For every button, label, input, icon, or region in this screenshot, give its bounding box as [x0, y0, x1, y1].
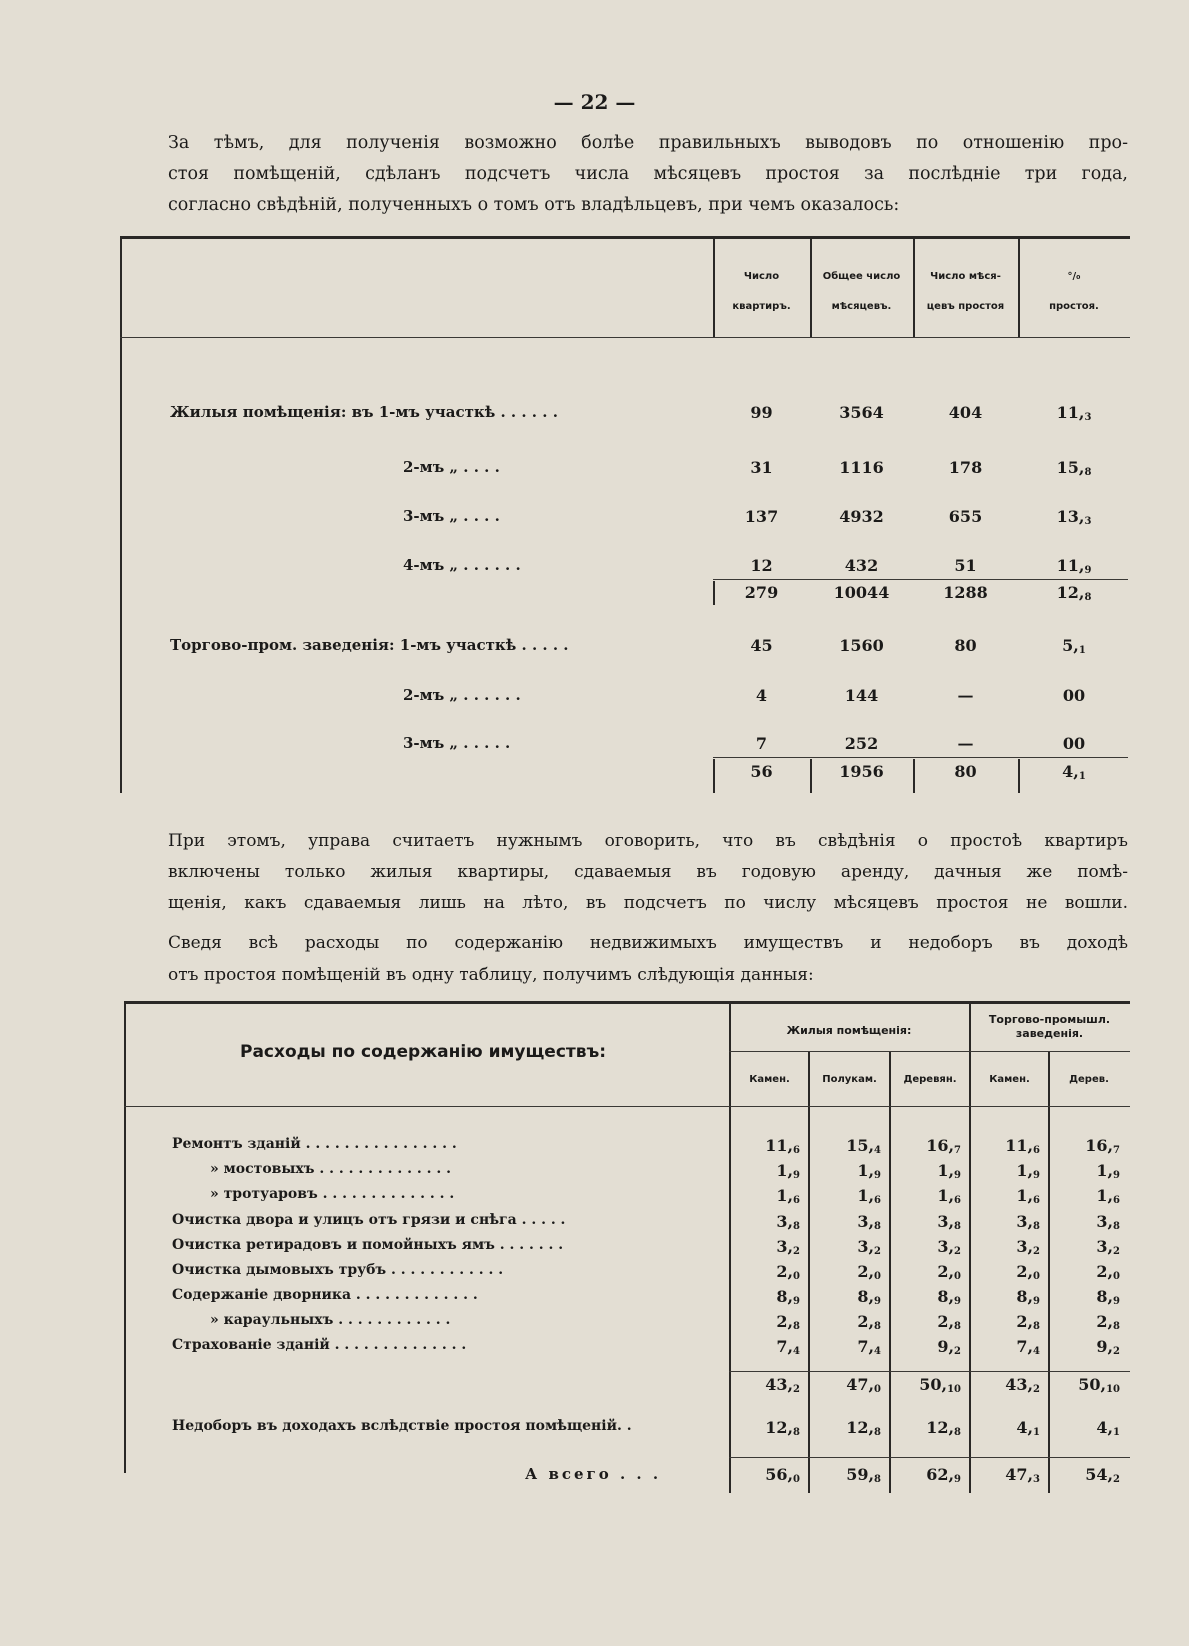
expense-cell: $2,_0$	[1016, 1262, 1040, 1282]
table-row-label: 2-мъ „ . . . . . .	[403, 686, 521, 704]
expense-cell: $2,_0$	[857, 1262, 881, 1282]
cell-total-months: 1116	[839, 458, 884, 477]
expense-cell: $1,_6$	[857, 1186, 881, 1206]
col-header-apartments: Число квартиръ.	[732, 271, 791, 312]
expense-cell: $1,_6$	[776, 1186, 800, 1206]
cell-total-months: 4932	[839, 507, 884, 526]
expense-cell: $8,_9$	[857, 1287, 881, 1307]
table2-top-rule	[124, 1001, 1130, 1004]
table-row-label: Жилыя помѣщенія: въ 1-мъ участкѣ . . . . . .	[170, 403, 558, 421]
cell-total-months: 252	[844, 734, 879, 753]
expense-row-label: » караульныхъ . . . . . . . . . . . .	[210, 1312, 451, 1328]
expense-cell: $3,_8$	[776, 1212, 800, 1232]
expense-cell: $16,_7$	[1085, 1136, 1120, 1156]
col-header-wooden-commercial: Дерев.	[1069, 1074, 1109, 1085]
col-header-stone-commercial: Камен.	[989, 1074, 1030, 1085]
expense-cell: $2,_8$	[857, 1312, 881, 1332]
cell-percent: 00	[1062, 734, 1086, 753]
shortfall-cell: $4,_1$	[1096, 1418, 1120, 1438]
grand-total-cell: $56,_0$	[765, 1465, 800, 1485]
middle-line: При этомъ, управа считаетъ нужнымъ оговорить, что въ свѣдѣнія о простоѣ квартиръ	[168, 831, 1128, 851]
cell-percent: $13,_3$	[1056, 507, 1092, 527]
expense-cell: $7,_4$	[776, 1337, 800, 1357]
page-number: — 22 —	[553, 90, 636, 114]
middle2-line: Сведя всѣ расходы по содержанію недвижимыхъ имуществъ и недоборъ въ доходѣ	[168, 933, 1128, 953]
expense-cell: $2,_0$	[776, 1262, 800, 1282]
shortfall-label: Недоборъ въ доходахъ вслѣдствіе простоя помѣщеній. .	[172, 1418, 632, 1434]
expense-row-label: » мостовыхъ . . . . . . . . . . . . . .	[210, 1161, 451, 1177]
cell-apartments: 99	[750, 403, 773, 422]
expense-cell: $9,_2$	[1096, 1337, 1120, 1357]
table2-title: Расходы по содержанію имуществъ:	[240, 1042, 607, 1062]
shortfall-cell: $4,_1$	[1016, 1418, 1040, 1438]
expense-cell: $2,_0$	[937, 1262, 961, 1282]
col-header-wooden: Деревян.	[903, 1074, 957, 1085]
shortfall-cell: $12,_8$	[926, 1418, 961, 1438]
expense-cell: $8,_9$	[776, 1287, 800, 1307]
expense-cell: $16,_7$	[926, 1136, 961, 1156]
table-row-label: 3-мъ „ . . . . .	[403, 734, 511, 752]
expense-cell: $1,_9$	[857, 1161, 881, 1181]
intro-paragraph	[168, 128, 1128, 221]
table1-header-rule	[120, 337, 1130, 338]
subtotal-cell: $43,_2$	[1005, 1375, 1040, 1395]
table1-top-rule	[120, 236, 1130, 239]
expense-cell: $3,_2$	[937, 1237, 961, 1257]
cell-total-months: 144	[844, 686, 879, 705]
expense-cell: $3,_8$	[1096, 1212, 1120, 1232]
cell-idle-months: —	[957, 734, 974, 753]
expense-cell: $7,_4$	[1016, 1337, 1040, 1357]
cell-percent: 00	[1062, 686, 1086, 705]
subtotal-rule	[713, 579, 1128, 580]
col-divider	[1048, 1459, 1050, 1493]
intro-line: согласно свѣдѣній, полученныхъ о томъ отъ владѣльцевъ, при чемъ оказалось:	[168, 195, 900, 215]
cell-total-months: 1560	[839, 636, 884, 655]
subtotal-cell: $50,_{10}$	[1078, 1375, 1120, 1395]
total-idle-months: 80	[954, 762, 977, 781]
cell-total-months: 432	[844, 556, 879, 575]
col-divider	[808, 1459, 810, 1493]
expense-cell: $1,_9$	[937, 1161, 961, 1181]
table-row-label: 4-мъ „ . . . . . .	[403, 556, 521, 574]
subtotal-rule	[729, 1371, 1130, 1372]
col-header-stone: Камен.	[749, 1074, 790, 1085]
col-header-percent: °/₀ простоя.	[1049, 271, 1099, 312]
expense-cell: $1,_9$	[1016, 1161, 1040, 1181]
expense-cell: $1,_6$	[1096, 1186, 1120, 1206]
expense-cell: $2,_8$	[1096, 1312, 1120, 1332]
table2-header-rule	[124, 1106, 1130, 1107]
total-total-months: 1956	[839, 762, 884, 781]
middle-line: щенія, какъ сдаваемыя лишь на лѣто, въ подсчетъ по числу мѣсяцевъ простоя не вошли.	[168, 893, 1128, 913]
cell-apartments: 12	[750, 556, 773, 575]
col-divider	[969, 1459, 971, 1493]
table2-left-rule	[124, 1003, 126, 1473]
grand-total-cell: $54,_2$	[1085, 1465, 1120, 1485]
cell-percent: $11,_3$	[1056, 403, 1092, 423]
cell-percent: $11,_9$	[1056, 556, 1092, 576]
grand-total-cell: $47,_3$	[1005, 1465, 1040, 1485]
shortfall-cell: $12,_8$	[846, 1418, 881, 1438]
grand-total-cell: $62,_9$	[926, 1465, 961, 1485]
cell-apartments: 45	[750, 636, 773, 655]
expense-cell: $2,_8$	[1016, 1312, 1040, 1332]
col-divider	[713, 581, 715, 605]
expense-cell: $8,_9$	[1096, 1287, 1120, 1307]
expense-cell: $3,_2$	[857, 1237, 881, 1257]
total-apartments: 56	[750, 762, 773, 781]
subtotal-total-months: 10044	[833, 583, 890, 602]
subtotal-cell: $50,_{10}$	[919, 1375, 961, 1395]
cell-total-months: 3564	[839, 403, 884, 422]
subtotal-cell: $43,_2$	[765, 1375, 800, 1395]
total-percent: $4,_1$	[1062, 762, 1086, 782]
subtotal-cell: $47,_0$	[846, 1375, 881, 1395]
expense-cell: $11,_6$	[765, 1136, 800, 1156]
expense-cell: $8,_9$	[937, 1287, 961, 1307]
expense-row-label: Содержаніе дворника . . . . . . . . . . . . .	[172, 1287, 478, 1303]
expense-cell: $15,_4$	[846, 1136, 881, 1156]
cell-idle-months: 404	[948, 403, 983, 422]
cell-idle-months: 51	[954, 556, 977, 575]
expense-row-label: Страхованіе зданій . . . . . . . . . . . . . .	[172, 1337, 467, 1353]
col-divider	[729, 1459, 731, 1493]
expense-row-label: Ремонтъ зданій . . . . . . . . . . . . . . . .	[172, 1136, 457, 1152]
grand-total-label: А всего . . .	[525, 1465, 662, 1483]
expense-row-label: Очистка двора и улицъ отъ грязи и снѣга . . . . .	[172, 1212, 566, 1228]
total-rule	[713, 757, 1128, 758]
table-row-label: 2-мъ „ . . . .	[403, 458, 500, 476]
expense-cell: $9,_2$	[937, 1337, 961, 1357]
expense-cell: $2,_0$	[1096, 1262, 1120, 1282]
expense-row-label: Очистка ретирадовъ и помойныхъ ямъ . . . . . . .	[172, 1237, 564, 1253]
cell-apartments: 137	[744, 507, 779, 526]
expense-row-label: » тротуаровъ . . . . . . . . . . . . . .	[210, 1186, 455, 1202]
subtotal-percent: $12,_8$	[1056, 583, 1092, 603]
expense-cell: $1,_9$	[1096, 1161, 1120, 1181]
group-header-commercial: Торгово-промышл. заведенія.	[988, 1013, 1111, 1040]
cell-idle-months: 178	[948, 458, 983, 477]
expense-cell: $3,_8$	[857, 1212, 881, 1232]
expense-cell: $7,_4$	[857, 1337, 881, 1357]
cell-apartments: 31	[750, 458, 773, 477]
expense-cell: $3,_8$	[1016, 1212, 1040, 1232]
expense-cell: $3,_8$	[937, 1212, 961, 1232]
intro-line: За тѣмъ, для полученія возможно болѣе правильныхъ выводовъ по отношенію про-	[168, 133, 1128, 153]
expense-cell: $3,_2$	[1096, 1237, 1120, 1257]
subtotal-idle-months: 1288	[943, 583, 988, 602]
grand-total-cell: $59,_8$	[846, 1465, 881, 1485]
expense-row-label: Очистка дымовыхъ трубъ . . . . . . . . . . . .	[172, 1262, 504, 1278]
group-rule	[729, 1051, 1130, 1052]
cell-idle-months: 80	[954, 636, 977, 655]
table-row-label: Торгово-пром. заведенія: 1-мъ участкѣ . . . . .	[170, 636, 569, 654]
cell-idle-months: 655	[948, 507, 983, 526]
middle2-paragraph	[168, 927, 1128, 991]
col-header-semistone: Полукам.	[822, 1074, 877, 1085]
intro-line: стоя помѣщеній, сдѣланъ подсчетъ числа мѣсяцевъ простоя за послѣдніе три года,	[168, 164, 1128, 184]
table1-left-rule	[120, 238, 122, 793]
subtotal-apartments: 279	[744, 583, 779, 602]
expense-cell: $3,_2$	[1016, 1237, 1040, 1257]
cell-idle-months: —	[957, 686, 974, 705]
col-header-idle-months: Число мѣся- цевъ простоя	[926, 271, 1005, 312]
middle-line: включены только жилыя квартиры, сдаваемыя въ годовую аренду, дачныя же помѣ-	[168, 862, 1128, 882]
cell-percent: $15,_8$	[1056, 458, 1092, 478]
expense-cell: $2,_8$	[776, 1312, 800, 1332]
shortfall-cell: $12,_8$	[765, 1418, 800, 1438]
cell-apartments: 4	[755, 686, 768, 705]
expense-cell: $8,_9$	[1016, 1287, 1040, 1307]
total-rule	[729, 1457, 1130, 1458]
cell-percent: $5,_1$	[1062, 636, 1086, 656]
expense-cell: $2,_8$	[937, 1312, 961, 1332]
col-divider	[889, 1459, 891, 1493]
expense-cell: $1,_6$	[1016, 1186, 1040, 1206]
col-header-total-months: Общее число мѣсяцевъ.	[822, 271, 901, 312]
expense-cell: $1,_9$	[776, 1161, 800, 1181]
expense-cell: $1,_6$	[937, 1186, 961, 1206]
table-row-label: 3-мъ „ . . . .	[403, 507, 500, 525]
expense-cell: $11,_6$	[1005, 1136, 1040, 1156]
middle-paragraph	[168, 826, 1128, 919]
expense-cell: $3,_2$	[776, 1237, 800, 1257]
cell-apartments: 7	[755, 734, 768, 753]
group-header-residential: Жилыя помѣщенія:	[786, 1024, 912, 1037]
middle2-line: отъ простоя помѣщеній въ одну таблицу, получимъ слѣдующія данныя:	[168, 965, 814, 985]
